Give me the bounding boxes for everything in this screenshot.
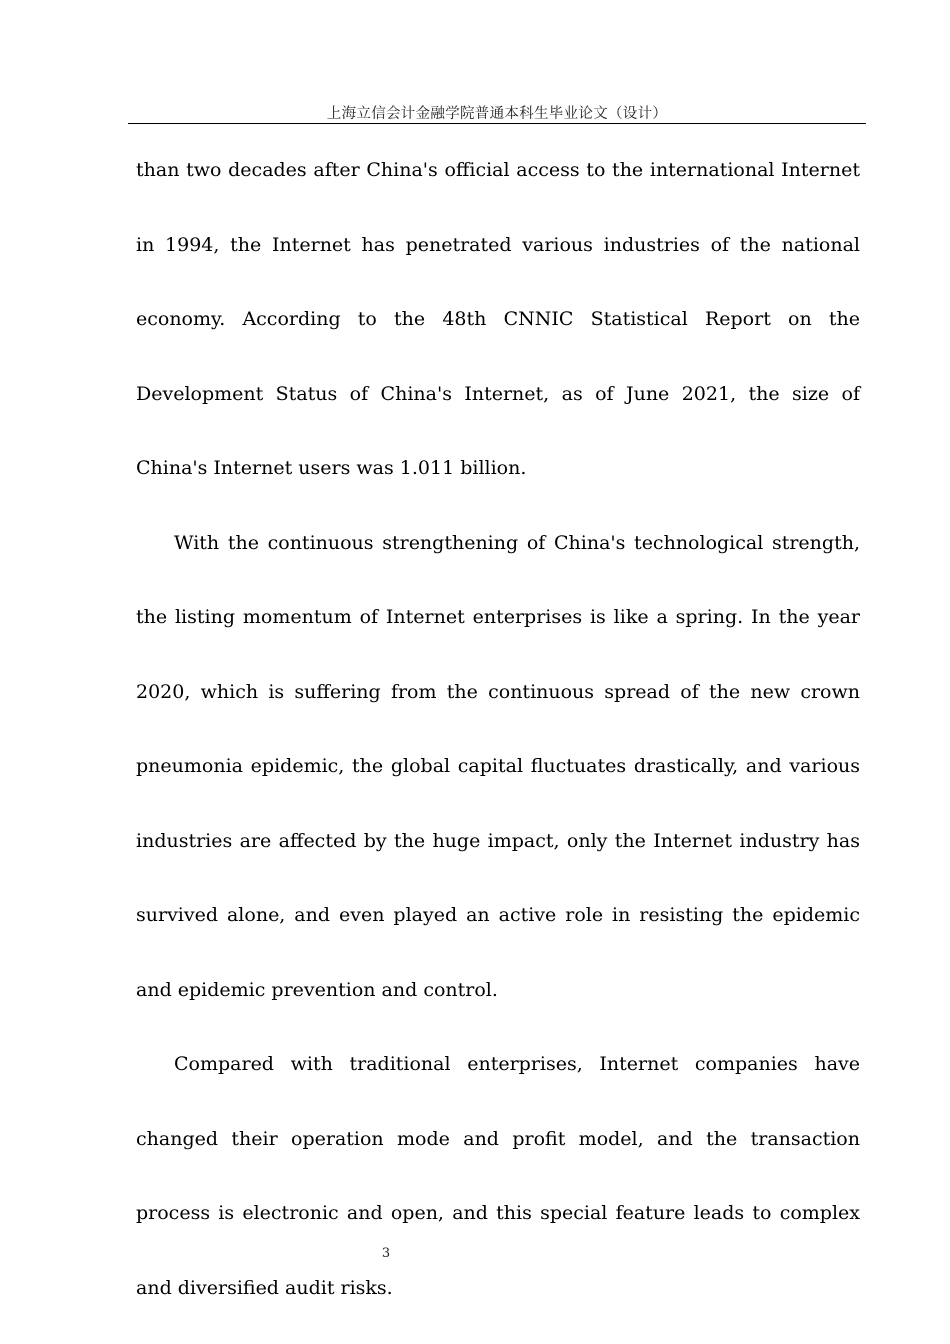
- document-body: [136, 133, 860, 1325]
- paragraph-audit-risks: Compared with traditional enterprises, Internet companies have changed their operation mode and profit model, and the transaction process is electronic and open, and this special feature leads to complex and diversified audit risks.: [136, 1053, 860, 1299]
- page-header: [128, 103, 866, 124]
- paragraph-continuation: than two decades after China's official access to the international Internet in 1994, the Internet has penetrated various industries of the national economy. According to the 48th CNNIC Statistical Report on the Development Status of China's Internet, as of June 2021, the size of China's Internet users was 1.011 billion.: [136, 159, 860, 479]
- paragraph-listing-momentum: With the continuous strengthening of China's technological strength, the listing momentum of Internet enterprises is like a spring. In the year 2020, which is suffering from the continuous spread of the new crown pneumonia epidemic, the global capital fluctuates drastically, and various industries are affected by the huge impact, only the Internet industry has survived alone, and even played an active role in resisting the epidemic and epidemic prevention and control.: [136, 531, 860, 1001]
- page-number: 3: [381, 1246, 391, 1261]
- header-title: 上海立信会计金融学院普通本科生毕业论文（设计）: [326, 106, 668, 122]
